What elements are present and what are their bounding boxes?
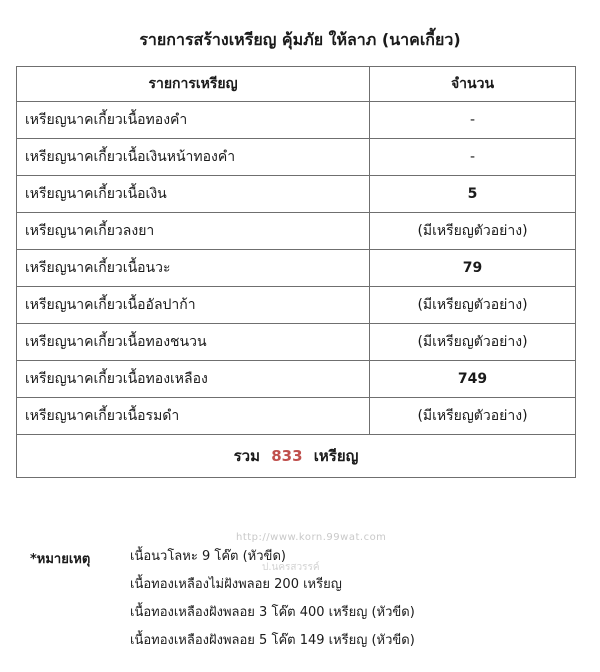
table-header-row [17,67,576,102]
watermark-text: ป.นครสวรรค์ [262,562,320,573]
total-count: 833 [271,447,303,465]
total-label: รวม [233,447,260,465]
item-name: เหรียญนาคเกี้ยวเนื้อเงินหน้าทองคำ [17,139,370,176]
item-name: เหรียญนาคเกี้ยวเนื้ออัลปาก้า [17,287,370,324]
table-row [17,139,576,176]
item-name: เหรียญนาคเกี้ยวเนื้อนวะ [17,250,370,287]
table-row [17,250,576,287]
table-row [17,398,576,435]
note-line: เนื้อนวโลหะ 9 โค๊ต (หัวขีด) [130,549,286,564]
total-row [17,435,576,478]
total-cell [17,435,576,478]
item-quantity: - [370,139,576,176]
note-line: เนื้อทองเหลืองฝังพลอย 3 โค๊ต 400 เหรียญ (หัวขีด) [130,605,415,620]
notes-label: *หมายเหตุ [30,552,91,567]
note-line: เนื้อทองเหลืองฝังพลอย 5 โค๊ต 149 เหรียญ (หัวขีด) [130,633,415,648]
watermark-url: http://www.korn.99wat.com [236,532,387,543]
header-quantity: จำนวน [370,67,576,102]
item-name: เหรียญนาคเกี้ยวลงยา [17,213,370,250]
coin-items-table [16,66,576,478]
note-line: เนื้อทองเหลืองไม่ฝังพลอย 200 เหรียญ [130,577,342,592]
item-name: เหรียญนาคเกี้ยวเนื้อรมดำ [17,398,370,435]
item-quantity: (มีเหรียญตัวอย่าง) [370,213,576,250]
notes-list [130,548,510,660]
item-quantity: (มีเหรียญตัวอย่าง) [370,324,576,361]
item-quantity: (มีเหรียญตัวอย่าง) [370,398,576,435]
table-row [17,287,576,324]
document-title: รายการสร้างเหรียญ คุ้มภัย ให้ลาภ (นาคเกี้ยว) [139,30,461,49]
table-row [17,102,576,139]
item-name: เหรียญนาคเกี้ยวเนื้อเงิน [17,176,370,213]
item-quantity: 749 [370,361,576,398]
header-item: รายการเหรียญ [17,67,370,102]
item-name: เหรียญนาคเกี้ยวเนื้อทองคำ [17,102,370,139]
item-quantity: 5 [370,176,576,213]
table-row [17,324,576,361]
table-row [17,176,576,213]
item-name: เหรียญนาคเกี้ยวเนื้อทองชนวน [17,324,370,361]
item-quantity: - [370,102,576,139]
total-unit: เหรียญ [313,447,359,465]
item-quantity: 79 [370,250,576,287]
item-quantity: (มีเหรียญตัวอย่าง) [370,287,576,324]
table-row [17,361,576,398]
table-row [17,213,576,250]
item-name: เหรียญนาคเกี้ยวเนื้อทองเหลือง [17,361,370,398]
